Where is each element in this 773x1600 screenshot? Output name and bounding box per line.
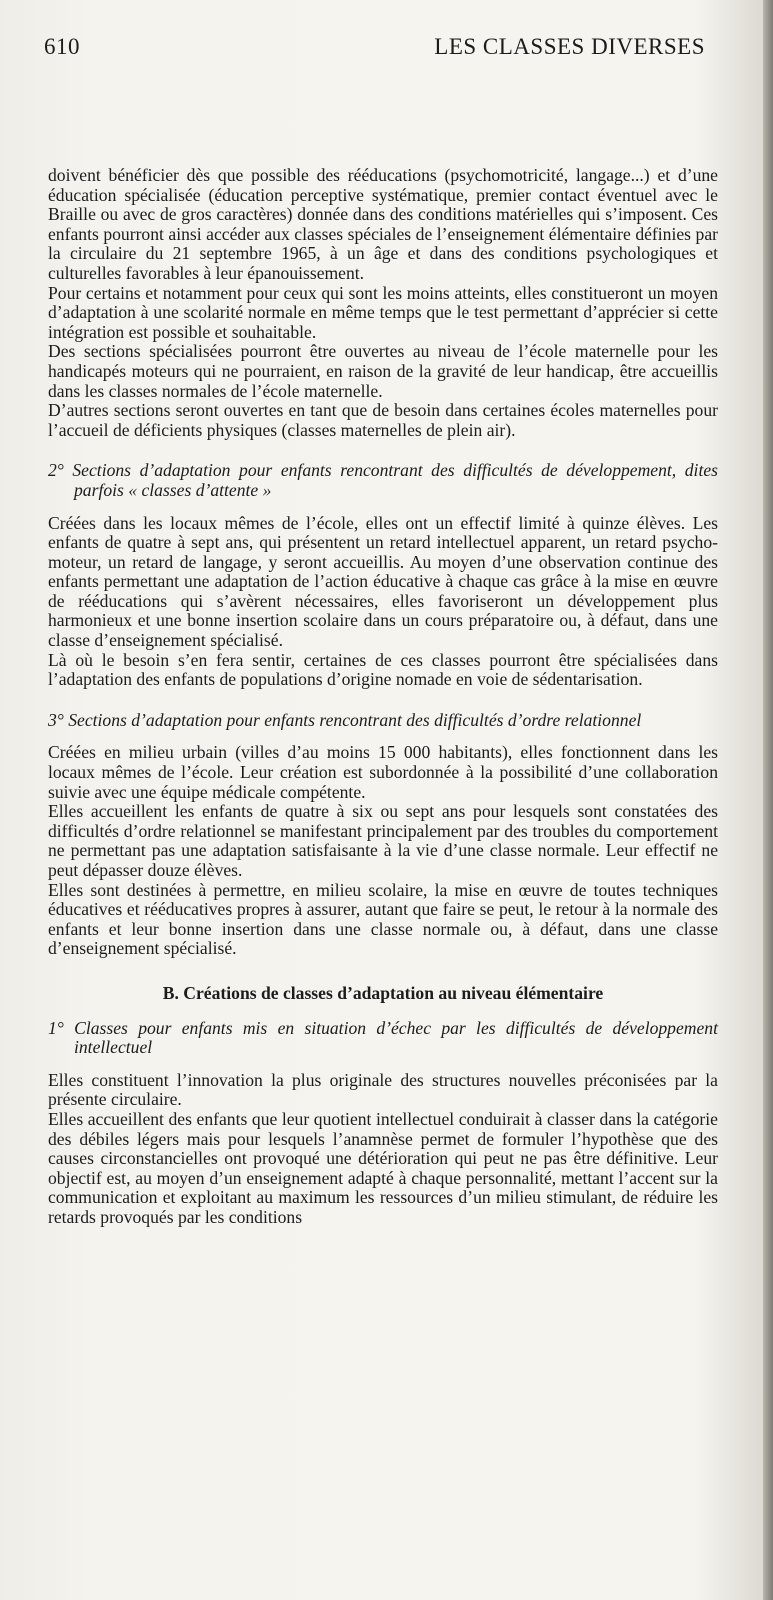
section-heading-1: 1° Classes pour enfants mis en situation d’échec par les difficultés de développement intellectuel (48, 1017, 718, 1058)
paragraph: Là où le besoin s’en fera sentir, certaines de ces classes pourront être spécialisées dans l’adaptation des enfants de populations d’origine nomade en voie de sédentarisation. (48, 649, 718, 690)
running-title: LES CLASSES DIVERSES (434, 34, 705, 59)
paragraph: Elles accueillent les enfants de quatre à six ou sept ans pour lesquels sont constatées des difficultés d’ordre relationnel se manifestant principalement par des troubles du comportement ne permettant pas une adaptation satisfaisante à la vie d’une classe normale. Leur effectif ne peut dépasser douze élèves. (48, 801, 718, 880)
paragraph: doivent bénéficier dès que possible des rééducations (psychomotricité, langage...) et d’une éducation spécialisée (éducation perceptive systématique, premier contact éventuel avec le Braille ou avec de gros caractères) donnée dans des conditions matérielles qui s’imposent. Ces enfants pourront ainsi accéder aux classes spéciales de l’enseignement élémentaire définies par la circulaire du 21 septembre 1965, à un âge et dans des conditions psychologiques et culturelles favorables à leur épanouissement. (48, 165, 718, 283)
section-heading-3: 3° Sections d’adaptation pour enfants rencontrant des difficultés d’ordre relationnel (48, 709, 642, 730)
paragraph: Elles accueillent des enfants que leur quotient intellectuel conduirait à classer dans la catégorie des débiles légers mais pour lesquels l’anamnèse permet de formuler l’hypothèse que des causes circonstancielles ont provoqué une détérioration qui peut ne pas être définitive. Leur objectif est, au moyen d’un enseignement adapté à chaque personnalité, mettant l’accent sur la communication et exploitant au maximum les ressources d’un milieu stimulant, de réduire les retards provoqués par les conditions (48, 1108, 718, 1227)
page-body (48, 166, 718, 1228)
section-heading-2: 2° Sections d’adaptation pour enfants rencontrant des difficultés de développement, dites parfois « classes d’attente » (48, 460, 718, 500)
paragraph: Des sections spécialisées pourront être ouvertes au niveau de l’école maternelle pour les handicapés moteurs qui ne pourraient, en raison de la gravité de leur handicap, être accueillis dans les classes normales de l’école maternelle. (48, 341, 718, 401)
paragraph: D’autres sections seront ouvertes en tant que de besoin dans certaines écoles maternelles pour l’accueil de déficients physiques (classes maternelles de plein air). (48, 400, 718, 440)
paragraph: Pour certains et notamment pour ceux qui sont les moins atteints, elles constitueront un moyen d’adaptation à une scolarité normale en même temps que le test permettant d’apprécier si cette intégration est possible et souhaitable. (48, 282, 718, 342)
paragraph: Elles sont destinées à permettre, en milieu scolaire, la mise en œuvre de toutes techniques éducatives et rééducatives propres à assurer, autant que faire se peut, le retour à la normale des enfants et leur bonne insertion dans une classe normale ou, à défaut, dans une classe d’enseignement spécialisé. (48, 879, 718, 959)
paragraph: Elles constituent l’innovation la plus originale des structures nouvelles préconisées par la présente circulaire. (48, 1069, 718, 1110)
book-spine-edge (763, 0, 773, 1600)
page-number: 610 (44, 34, 80, 59)
section-heading-b: B. Créations de classes d’adaptation au niveau élémentaire (162, 982, 604, 1003)
paragraph: Créées en milieu urbain (villes d’au moins 15 000 habitants), elles fonctionnent dans les locaux mêmes de l’école. Leur création est subordonnée à la possibilité d’une collaboration suivie avec une équipe médicale compétente. (48, 742, 718, 802)
page-header (44, 34, 705, 66)
paragraph: Créées dans les locaux mêmes de l’école, elles ont un effectif limité à quinze élèves. Les enfants de quatre à sept ans, qui présentent un retard intellectuel apparent, un retard psycho-moteur, un retard de langage, y seront accueillis. Au moyen d’une observation continue des enfants permettant une adaptation de l’action éducative à chaque cas grâce à la mise en œuvre de rééducations qui s’avèrent nécessaires, elles favoriseront un développement plus harmonieux et une bonne insertion scolaire dans un cours préparatoire ou, à défaut, dans une classe d’enseignement spécialisé. (48, 512, 718, 651)
